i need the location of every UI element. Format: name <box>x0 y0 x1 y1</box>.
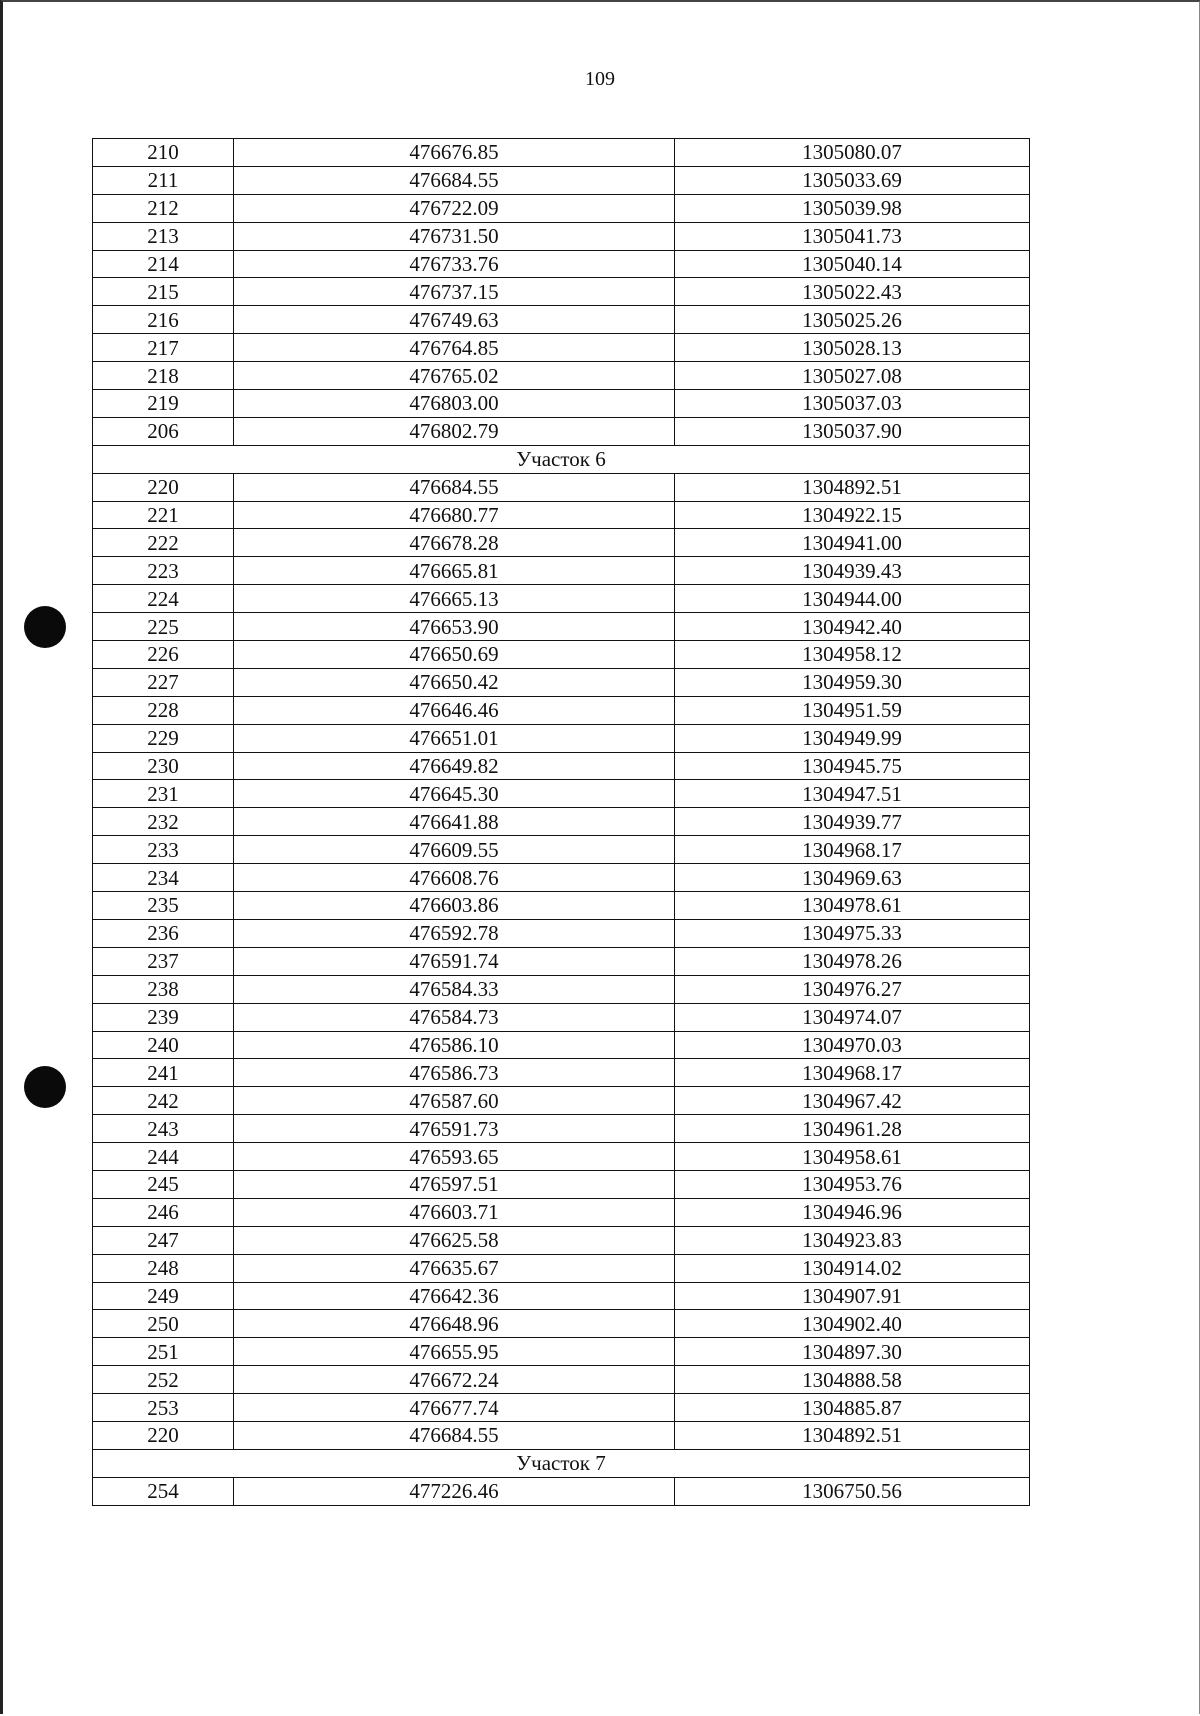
table-row <box>93 1338 1030 1366</box>
x-coordinate-cell: 476648.96 <box>234 1310 675 1338</box>
point-number-cell: 237 <box>93 947 234 975</box>
table-row <box>93 362 1030 390</box>
point-number-cell: 243 <box>93 1115 234 1143</box>
point-number-cell: 218 <box>93 362 234 390</box>
point-number-cell: 240 <box>93 1031 234 1059</box>
punch-hole <box>24 1066 66 1108</box>
x-coordinate-cell: 476802.79 <box>234 417 675 445</box>
point-number-cell: 224 <box>93 585 234 613</box>
x-coordinate-cell: 476731.50 <box>234 222 675 250</box>
x-coordinate-cell: 476676.85 <box>234 139 675 167</box>
point-number-cell: 251 <box>93 1338 234 1366</box>
table-row <box>93 1031 1030 1059</box>
y-coordinate-cell: 1304941.00 <box>675 529 1030 557</box>
point-number-cell: 225 <box>93 613 234 641</box>
table-row <box>93 557 1030 585</box>
y-coordinate-cell: 1304961.28 <box>675 1115 1030 1143</box>
y-coordinate-cell: 1305040.14 <box>675 250 1030 278</box>
y-coordinate-cell: 1306750.56 <box>675 1477 1030 1505</box>
x-coordinate-cell: 476749.63 <box>234 306 675 334</box>
point-number-cell: 228 <box>93 696 234 724</box>
point-number-cell: 214 <box>93 250 234 278</box>
x-coordinate-cell: 476603.86 <box>234 892 675 920</box>
x-coordinate-cell: 476646.46 <box>234 696 675 724</box>
x-coordinate-cell: 476641.88 <box>234 808 675 836</box>
x-coordinate-cell: 476678.28 <box>234 529 675 557</box>
y-coordinate-cell: 1305025.26 <box>675 306 1030 334</box>
y-coordinate-cell: 1304939.43 <box>675 557 1030 585</box>
point-number-cell: 223 <box>93 557 234 585</box>
y-coordinate-cell: 1304946.96 <box>675 1198 1030 1226</box>
y-coordinate-cell: 1304974.07 <box>675 1003 1030 1031</box>
table-row <box>93 1115 1030 1143</box>
y-coordinate-cell: 1304976.27 <box>675 975 1030 1003</box>
point-number-cell: 210 <box>93 139 234 167</box>
table-row <box>93 975 1030 1003</box>
table-row <box>93 696 1030 724</box>
x-coordinate-cell: 476591.74 <box>234 947 675 975</box>
x-coordinate-cell: 476649.82 <box>234 752 675 780</box>
y-coordinate-cell: 1305039.98 <box>675 194 1030 222</box>
table-row <box>93 808 1030 836</box>
table-row <box>93 892 1030 920</box>
section-header-row <box>93 445 1030 473</box>
x-coordinate-cell: 476764.85 <box>234 334 675 362</box>
y-coordinate-cell: 1304897.30 <box>675 1338 1030 1366</box>
point-number-cell: 254 <box>93 1477 234 1505</box>
x-coordinate-cell: 476733.76 <box>234 250 675 278</box>
table-row <box>93 194 1030 222</box>
x-coordinate-cell: 476592.78 <box>234 919 675 947</box>
table-row <box>93 1366 1030 1394</box>
y-coordinate-cell: 1304967.42 <box>675 1087 1030 1115</box>
x-coordinate-cell: 476597.51 <box>234 1170 675 1198</box>
y-coordinate-cell: 1304892.51 <box>675 473 1030 501</box>
point-number-cell: 232 <box>93 808 234 836</box>
point-number-cell: 236 <box>93 919 234 947</box>
table-row <box>93 1477 1030 1505</box>
x-coordinate-cell: 476665.13 <box>234 585 675 613</box>
y-coordinate-cell: 1304978.61 <box>675 892 1030 920</box>
x-coordinate-cell: 476680.77 <box>234 501 675 529</box>
point-number-cell: 229 <box>93 724 234 752</box>
table-row <box>93 250 1030 278</box>
point-number-cell: 222 <box>93 529 234 557</box>
x-coordinate-cell: 476587.60 <box>234 1087 675 1115</box>
point-number-cell: 230 <box>93 752 234 780</box>
x-coordinate-cell: 476593.65 <box>234 1143 675 1171</box>
y-coordinate-cell: 1305041.73 <box>675 222 1030 250</box>
table-row <box>93 473 1030 501</box>
y-coordinate-cell: 1304949.99 <box>675 724 1030 752</box>
table-row <box>93 529 1030 557</box>
point-number-cell: 241 <box>93 1059 234 1087</box>
y-coordinate-cell: 1304951.59 <box>675 696 1030 724</box>
x-coordinate-cell: 476803.00 <box>234 390 675 418</box>
x-coordinate-cell: 476609.55 <box>234 836 675 864</box>
x-coordinate-cell: 476765.02 <box>234 362 675 390</box>
y-coordinate-cell: 1304953.76 <box>675 1170 1030 1198</box>
point-number-cell: 238 <box>93 975 234 1003</box>
y-coordinate-cell: 1305080.07 <box>675 139 1030 167</box>
table-row <box>93 668 1030 696</box>
table-row <box>93 1170 1030 1198</box>
point-number-cell: 239 <box>93 1003 234 1031</box>
table-row <box>93 864 1030 892</box>
point-number-cell: 245 <box>93 1170 234 1198</box>
table-row <box>93 1059 1030 1087</box>
point-number-cell: 211 <box>93 166 234 194</box>
table-row <box>93 334 1030 362</box>
y-coordinate-cell: 1304914.02 <box>675 1254 1030 1282</box>
table-row <box>93 919 1030 947</box>
point-number-cell: 248 <box>93 1254 234 1282</box>
x-coordinate-cell: 476625.58 <box>234 1226 675 1254</box>
point-number-cell: 252 <box>93 1366 234 1394</box>
x-coordinate-cell: 476651.01 <box>234 724 675 752</box>
x-coordinate-cell: 476584.73 <box>234 1003 675 1031</box>
x-coordinate-cell: 476645.30 <box>234 780 675 808</box>
point-number-cell: 233 <box>93 836 234 864</box>
table-row <box>93 641 1030 669</box>
table-row <box>93 836 1030 864</box>
x-coordinate-cell: 476684.55 <box>234 166 675 194</box>
point-number-cell: 219 <box>93 390 234 418</box>
point-number-cell: 217 <box>93 334 234 362</box>
point-number-cell: 235 <box>93 892 234 920</box>
point-number-cell: 206 <box>93 417 234 445</box>
table-row <box>93 166 1030 194</box>
point-number-cell: 250 <box>93 1310 234 1338</box>
table-row <box>93 1394 1030 1422</box>
table-row <box>93 613 1030 641</box>
section-title: Участок 6 <box>93 445 1030 473</box>
y-coordinate-cell: 1305028.13 <box>675 334 1030 362</box>
coordinates-table-wrapper <box>92 138 1026 1506</box>
table-row <box>93 139 1030 167</box>
table-row <box>93 1003 1030 1031</box>
section-title: Участок 7 <box>93 1449 1030 1477</box>
page-number: 109 <box>585 68 615 90</box>
y-coordinate-cell: 1304939.77 <box>675 808 1030 836</box>
table-row <box>93 1226 1030 1254</box>
table-row <box>93 724 1030 752</box>
y-coordinate-cell: 1304975.33 <box>675 919 1030 947</box>
y-coordinate-cell: 1304969.63 <box>675 864 1030 892</box>
x-coordinate-cell: 476650.42 <box>234 668 675 696</box>
y-coordinate-cell: 1304907.91 <box>675 1282 1030 1310</box>
point-number-cell: 231 <box>93 780 234 808</box>
point-number-cell: 246 <box>93 1198 234 1226</box>
x-coordinate-cell: 476635.67 <box>234 1254 675 1282</box>
point-number-cell: 212 <box>93 194 234 222</box>
y-coordinate-cell: 1304892.51 <box>675 1421 1030 1449</box>
y-coordinate-cell: 1304959.30 <box>675 668 1030 696</box>
table-row <box>93 780 1030 808</box>
table-row <box>93 390 1030 418</box>
table-row <box>93 1421 1030 1449</box>
x-coordinate-cell: 476684.55 <box>234 473 675 501</box>
table-row <box>93 947 1030 975</box>
y-coordinate-cell: 1304922.15 <box>675 501 1030 529</box>
x-coordinate-cell: 476586.73 <box>234 1059 675 1087</box>
x-coordinate-cell: 477226.46 <box>234 1477 675 1505</box>
point-number-cell: 249 <box>93 1282 234 1310</box>
table-row <box>93 1310 1030 1338</box>
section-header-row <box>93 1449 1030 1477</box>
point-number-cell: 213 <box>93 222 234 250</box>
point-number-cell: 242 <box>93 1087 234 1115</box>
point-number-cell: 227 <box>93 668 234 696</box>
table-row <box>93 278 1030 306</box>
point-number-cell: 221 <box>93 501 234 529</box>
y-coordinate-cell: 1304947.51 <box>675 780 1030 808</box>
y-coordinate-cell: 1304885.87 <box>675 1394 1030 1422</box>
coordinates-table-body <box>93 139 1030 1506</box>
point-number-cell: 234 <box>93 864 234 892</box>
x-coordinate-cell: 476655.95 <box>234 1338 675 1366</box>
x-coordinate-cell: 476672.24 <box>234 1366 675 1394</box>
x-coordinate-cell: 476650.69 <box>234 641 675 669</box>
x-coordinate-cell: 476722.09 <box>234 194 675 222</box>
x-coordinate-cell: 476642.36 <box>234 1282 675 1310</box>
table-row <box>93 752 1030 780</box>
table-row <box>93 417 1030 445</box>
y-coordinate-cell: 1305022.43 <box>675 278 1030 306</box>
table-row <box>93 501 1030 529</box>
y-coordinate-cell: 1305033.69 <box>675 166 1030 194</box>
point-number-cell: 215 <box>93 278 234 306</box>
x-coordinate-cell: 476603.71 <box>234 1198 675 1226</box>
y-coordinate-cell: 1304944.00 <box>675 585 1030 613</box>
table-row <box>93 1254 1030 1282</box>
point-number-cell: 253 <box>93 1394 234 1422</box>
y-coordinate-cell: 1304978.26 <box>675 947 1030 975</box>
punch-hole <box>24 606 66 648</box>
point-number-cell: 247 <box>93 1226 234 1254</box>
table-row <box>93 1198 1030 1226</box>
table-row <box>93 1087 1030 1115</box>
y-coordinate-cell: 1304923.83 <box>675 1226 1030 1254</box>
y-coordinate-cell: 1304958.12 <box>675 641 1030 669</box>
y-coordinate-cell: 1304942.40 <box>675 613 1030 641</box>
y-coordinate-cell: 1304968.17 <box>675 836 1030 864</box>
table-row <box>93 222 1030 250</box>
x-coordinate-cell: 476608.76 <box>234 864 675 892</box>
y-coordinate-cell: 1304968.17 <box>675 1059 1030 1087</box>
table-row <box>93 585 1030 613</box>
table-row <box>93 1143 1030 1171</box>
table-row <box>93 1282 1030 1310</box>
y-coordinate-cell: 1305027.08 <box>675 362 1030 390</box>
x-coordinate-cell: 476584.33 <box>234 975 675 1003</box>
y-coordinate-cell: 1305037.03 <box>675 390 1030 418</box>
x-coordinate-cell: 476586.10 <box>234 1031 675 1059</box>
point-number-cell: 220 <box>93 1421 234 1449</box>
y-coordinate-cell: 1304958.61 <box>675 1143 1030 1171</box>
y-coordinate-cell: 1304970.03 <box>675 1031 1030 1059</box>
x-coordinate-cell: 476665.81 <box>234 557 675 585</box>
x-coordinate-cell: 476684.55 <box>234 1421 675 1449</box>
x-coordinate-cell: 476653.90 <box>234 613 675 641</box>
x-coordinate-cell: 476677.74 <box>234 1394 675 1422</box>
table-row <box>93 306 1030 334</box>
x-coordinate-cell: 476737.15 <box>234 278 675 306</box>
y-coordinate-cell: 1304945.75 <box>675 752 1030 780</box>
x-coordinate-cell: 476591.73 <box>234 1115 675 1143</box>
y-coordinate-cell: 1304902.40 <box>675 1310 1030 1338</box>
point-number-cell: 220 <box>93 473 234 501</box>
y-coordinate-cell: 1304888.58 <box>675 1366 1030 1394</box>
point-number-cell: 226 <box>93 641 234 669</box>
point-number-cell: 244 <box>93 1143 234 1171</box>
y-coordinate-cell: 1305037.90 <box>675 417 1030 445</box>
point-number-cell: 216 <box>93 306 234 334</box>
coordinates-table <box>92 138 1030 1506</box>
